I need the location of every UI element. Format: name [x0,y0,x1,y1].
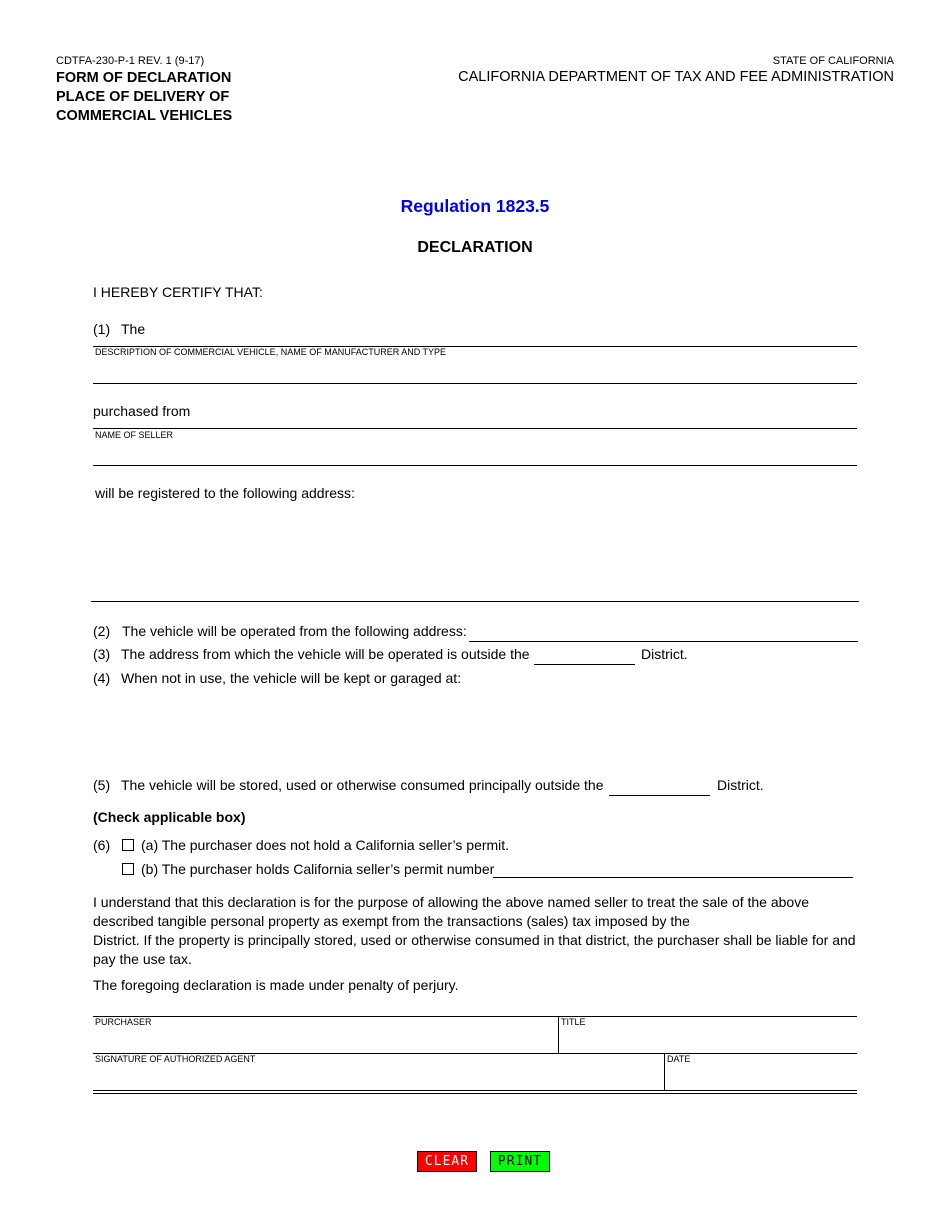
district-field-2[interactable] [609,795,710,796]
registered-address-label: will be registered to the following address: [95,485,355,501]
check-applicable-label: (Check applicable box) [93,809,246,825]
no-permit-checkbox[interactable] [122,839,134,851]
item5-text: The vehicle will be stored, used or otherwise consumed principally outside the [121,777,604,793]
agent-signature-field[interactable] [93,1054,664,1090]
item2-number: (2) [93,623,111,639]
item3-number: (3) [93,646,111,662]
seller-name-field[interactable] [93,428,857,429]
title-caption: TITLE [561,1017,586,1027]
seller-name-field-2[interactable] [93,465,857,466]
item4-number: (4) [93,670,111,686]
certify-text: I HEREBY CERTIFY THAT: [93,284,263,300]
agency-name: CALIFORNIA DEPARTMENT OF TAX AND FEE ADMINISTRATION [458,69,894,85]
no-permit-label: (a) The purchaser does not hold a California seller’s permit. [141,837,510,853]
item1-number: (1) [93,321,111,337]
item3-district: District. [641,646,688,662]
registered-address-field[interactable] [91,601,859,602]
date-field[interactable] [665,1054,857,1090]
item5-number: (5) [93,777,111,793]
item1-the: The [121,321,146,337]
permit-number-field[interactable] [493,877,853,878]
state-label: STATE OF CALIFORNIA [772,55,894,67]
declaration-heading: DECLARATION [417,239,533,256]
item2-text: The vehicle will be operated from the following address: [122,623,467,639]
holds-permit-checkbox[interactable] [122,863,134,875]
print-button[interactable]: PRINT [490,1151,550,1172]
item3-text: The address from which the vehicle will be operated is outside the [121,646,530,662]
clear-button[interactable]: CLEAR [417,1151,477,1172]
vehicle-description-caption: DESCRIPTION OF COMMERCIAL VEHICLE, NAME OF MANUFACTURER AND TYPE [95,347,447,357]
agent-signature-caption: SIGNATURE OF AUTHORIZED AGENT [95,1054,256,1064]
signature-bottom-rule-2 [93,1093,857,1094]
perjury-statement: The foregoing declaration is made under penalty of perjury. [93,977,459,993]
form-number: CDTFA-230-P-1 REV. 1 (9-17) [56,55,205,67]
operated-address-field[interactable] [469,641,858,642]
form-title: FORM OF DECLARATION PLACE OF DELIVERY OF COMMERCIAL VEHICLES [56,70,233,124]
date-caption: DATE [667,1054,691,1064]
holds-permit-label: (b) The purchaser holds California seller’s permit number [141,861,495,877]
seller-name-caption: NAME OF SELLER [95,430,174,440]
purchased-from-label: purchased from [93,403,191,419]
item5-district: District. [717,777,764,793]
signature-bottom-rule [93,1090,857,1091]
regulation-title: Regulation 1823.5 [400,196,550,216]
purchaser-caption: PURCHASER [95,1017,152,1027]
district-field-1[interactable] [534,664,635,665]
declaration-paragraph: I understand that this declaration is for the purpose of allowing the above named seller to treat the sale of the above described tangible personal property as exempt from the transactions (sales) tax imposed by the District. If the property is principally stored, used or otherwise consumed in that district, the purchaser shall be liable for and pay the use tax. [93,894,856,967]
item6-number: (6) [93,837,111,853]
purchaser-field[interactable] [93,1017,558,1053]
vehicle-description-field-2[interactable] [93,383,857,384]
title-field[interactable] [559,1017,857,1053]
item4-text: When not in use, the vehicle will be kept or garaged at: [121,670,462,686]
